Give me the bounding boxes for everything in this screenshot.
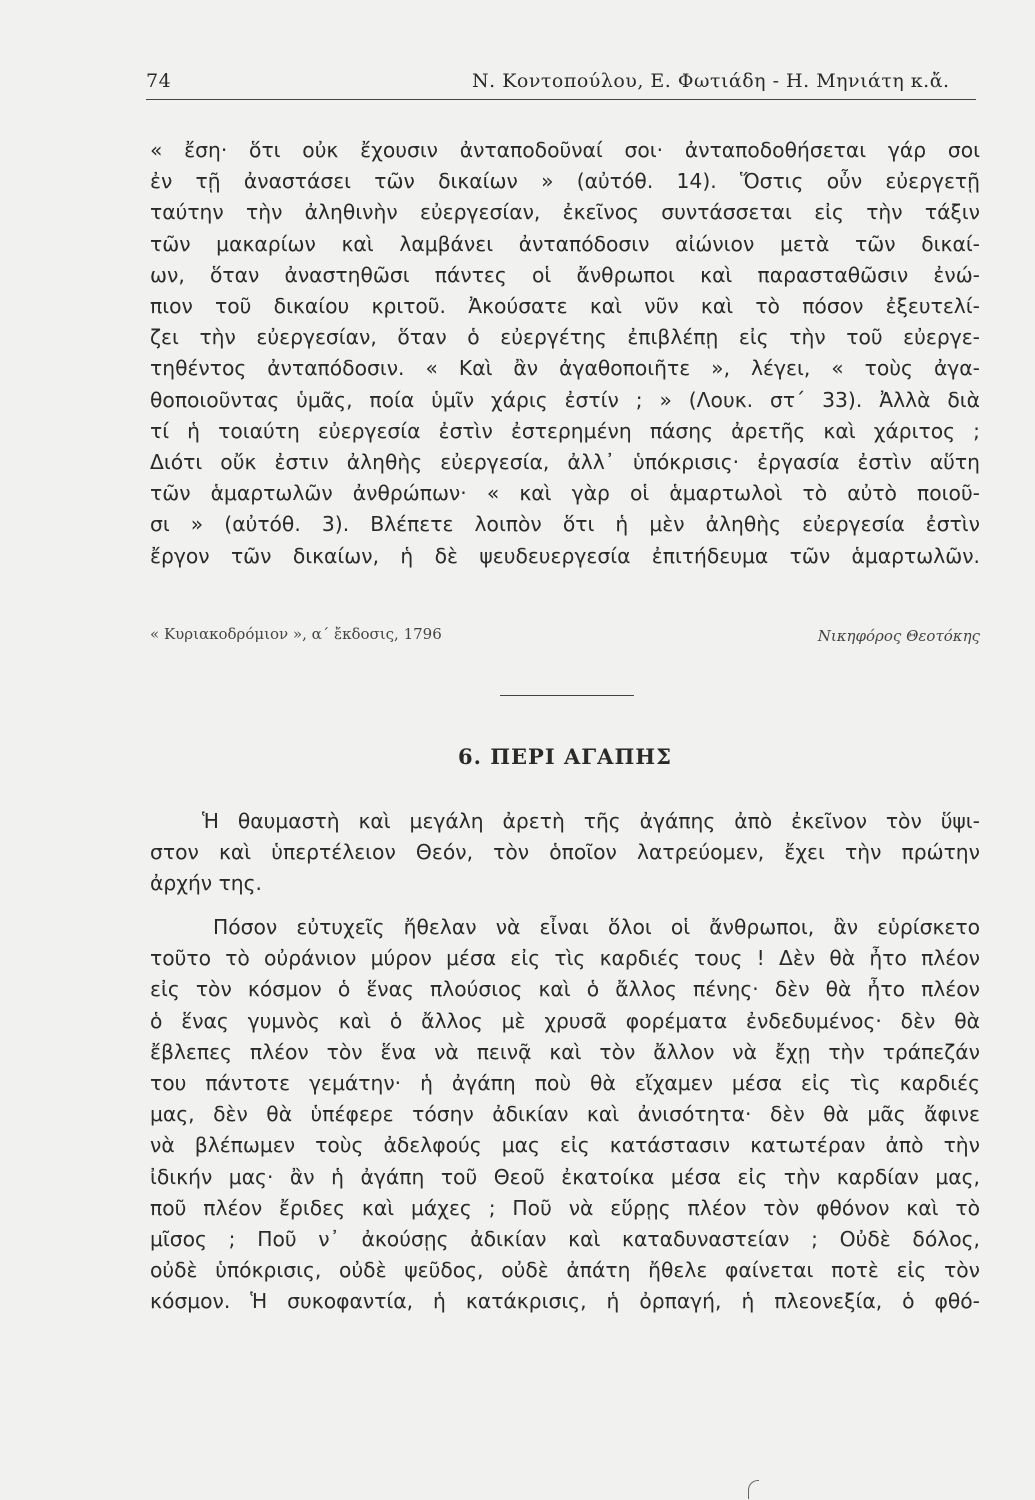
text-line: ἰδικήν μας· ἂν ἡ ἀγάπη τοῦ Θεοῦ ἐκατοίκα μέσα εἰς τὴν καρδίαν μας, xyxy=(150,1164,980,1189)
header-rule xyxy=(146,99,976,100)
text-line xyxy=(150,806,980,837)
text-line: ἔργον τῶν δικαίων, ἡ δὲ ψευδευεργεσία ἐπιτήδευμα τῶν ἁμαρτωλῶν. xyxy=(150,543,980,568)
text-line: τῶν ἁμαρτωλῶν ἀνθρώπων· « καὶ γὰρ οἱ ἁμαρτωλοὶ τὸ αὐτὸ ποιοῦ- xyxy=(150,481,980,506)
text-line: ἐν τῇ ἀναστάσει τῶν δικαίων » (αὐτόθ. 14). Ὅστις οὖν εὐεργετῇ xyxy=(150,169,980,194)
text-line: κόσμον. Ἡ συκοφαντία, ἡ κατάκρισις, ἡ ὀρπαγή, ἡ πλεονεξία, ὁ φθό- xyxy=(150,1289,980,1314)
text-line: ων, ὅταν ἀναστηθῶσι πάντες οἱ ἄνθρωποι καὶ παρασταθῶσιν ἐνώ- xyxy=(150,262,980,287)
text-line: μας, δὲν θὰ ὑπέφερε τόσην ἀδικίαν καὶ ἀνισότητα· δὲν θὰ μᾶς ἄφινε xyxy=(150,1102,980,1127)
scan-mark xyxy=(748,1480,759,1499)
text-line: τοῦτο τὸ οὐράνιον μύρον μέσα εἰς τὶς καρδιές τους ! Δὲν θὰ ἦτο πλέον xyxy=(150,946,980,971)
text-line: ταύτην τὴν ἀληθινὴν εὐεργεσίαν, ἐκεῖνος συντάσσεται εἰς τὴν τάξιν xyxy=(150,200,980,225)
source-citation: « Κυριακοδρόμιον », α΄ ἔκδοσις, 1796 xyxy=(150,625,442,643)
text-line: ποῦ πλέον ἔριδες καὶ μάχες ; Ποῦ νὰ εὕρῃς πλέον τὸν φθόνον καὶ τὸ xyxy=(150,1195,980,1220)
text-line: οὐδὲ ὑπόκρισις, οὐδὲ ψεῦδος, οὐδὲ ἀπάτη ἤθελε φαίνεται ποτὲ εἰς τὸν xyxy=(150,1258,980,1283)
text-line: στον καὶ ὑπερτέλειον Θεόν, τὸν ὁποῖον λατρεύομεν, ἔχει τὴν πρώτην xyxy=(150,840,980,865)
text-line: του πάντοτε γεμάτην· ἡ ἀγάπη ποὺ θὰ εἴχαμεν μέσα εἰς τὶς καρδιές xyxy=(150,1071,980,1096)
section-title: 6. ΠΕΡΙ ΑΓΑΠΗΣ xyxy=(457,744,672,769)
text-line: εἰς τὸν κόσμον ὁ ἕνας πλούσιος καὶ ὁ ἄλλος πένης· δὲν θὰ ἦτο πλέον xyxy=(150,977,980,1002)
text-line: τί ἡ τοιαύτη εὐεργεσία ἐστὶν ἐστερημένη πάσης ἀρετῆς καὶ χάριτος ; xyxy=(150,418,980,443)
text-line: Διότι οὔκ ἐστιν ἀληθὴς εὐεργεσία, ἀλλ᾽ ὑπόκρισις· ἐργασία ἐστὶν αὕτη xyxy=(150,450,980,475)
passage-block xyxy=(150,135,980,572)
text-line: πιον τοῦ δικαίου κριτοῦ. Ἀκούσατε καὶ νῦν καὶ τὸ πόσον ἐξευτελί- xyxy=(150,294,980,319)
text-line: ἀρχήν της. xyxy=(150,871,263,896)
page-number: 74 xyxy=(146,70,172,92)
section-divider xyxy=(500,695,634,696)
text-line: ἔβλεπες πλέον τὸν ἕνα νὰ πεινᾷ καὶ τὸν ἄλλον νὰ ἔχῃ τὴν τράπεζάν xyxy=(150,1039,980,1064)
text-line: ὁ ἕνας γυμνὸς καὶ ὁ ἄλλος μὲ χρυσᾶ φορέματα ἐνδεδυμένος· δὲν θὰ xyxy=(150,1008,980,1033)
text-line: τῶν μακαρίων καὶ λαμβάνει ἀνταπόδοσιν αἰώνιον μετὰ τῶν δικαί- xyxy=(150,231,980,256)
source-author: Νικηφόρος Θεοτόκης xyxy=(817,627,980,645)
text-line-content: Πόσον εὐτυχεῖς ἤθελαν νὰ εἶναι ὅλοι οἱ ἄνθρωποι, ἂν εὑρίσκετο xyxy=(213,915,980,939)
text-line: θοποιοῦντας ὑμᾶς, ποία ὑμῖν χάρις ἐστίν ; » (Λουκ. στ΄ 33). Ἀλλὰ διὰ xyxy=(150,387,980,412)
text-line: ζει τὴν εὐεργεσίαν, ὅταν ὁ εὐεργέτης ἐπιβλέπῃ εἰς τὴν τοῦ εὐεργε- xyxy=(150,325,980,350)
text-line: μῖσος ; Ποῦ ν᾽ ἀκούσῃς ἀδικίαν καὶ καταδυναστείαν ; Οὐδὲ δόλος, xyxy=(150,1227,980,1252)
text-line-content: Ἡ θαυμαστὴ καὶ μεγάλη ἀρετὴ τῆς ἀγάπης ἀπὸ ἐκεῖνον τὸν ὕψι- xyxy=(202,809,980,833)
text-line: σι » (αὐτόθ. 3). Βλέπετε λοιπὸν ὅτι ἡ μὲν ἀληθὴς εὐεργεσία ἐστὶν xyxy=(150,512,980,537)
running-head: Ν. Κοντοπούλου, Ε. Φωτιάδη - Η. Μηνιάτη κ.ἄ. xyxy=(472,70,950,92)
page-header xyxy=(146,66,976,100)
text-line: τηθέντος ἀνταπόδοσιν. « Καὶ ἂν ἀγαθοποιῆτε », λέγει, « τοὺς ἀγα- xyxy=(150,356,980,381)
paragraph-intro xyxy=(150,806,980,900)
text-line xyxy=(150,912,980,943)
text-line: νὰ βλέπωμεν τοὺς ἀδελφούς μας εἰς κατάστασιν κατωτέραν ἀπὸ τὴν xyxy=(150,1133,980,1158)
paragraph-body xyxy=(150,912,980,1318)
text-line: « ἔση· ὅτι οὐκ ἔχουσιν ἀνταποδοῦναί σοι· ἀνταποδοθήσεται γάρ σοι xyxy=(150,138,980,162)
